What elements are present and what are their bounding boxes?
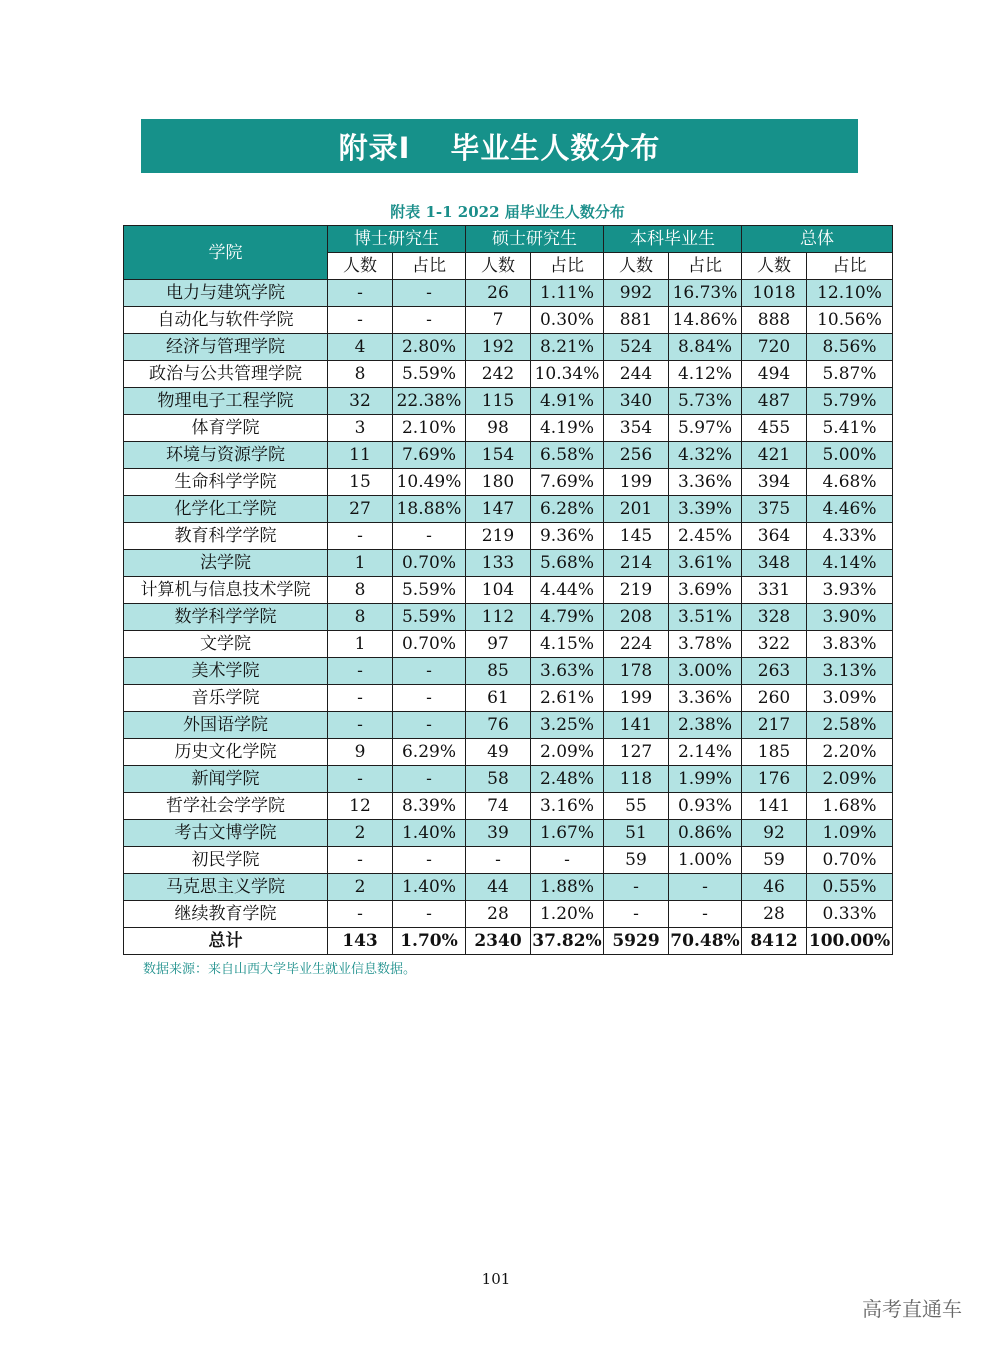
value-cell: 14.86%	[669, 307, 742, 334]
appendix-banner	[141, 119, 858, 173]
table-body	[124, 280, 893, 955]
value-cell: 27	[328, 496, 393, 523]
value-cell: 32	[328, 388, 393, 415]
value-cell: 720	[742, 334, 807, 361]
subheader-cell: 人数	[604, 253, 669, 280]
value-cell: 3.36%	[669, 469, 742, 496]
value-cell: 2.20%	[807, 739, 893, 766]
value-cell: 3.13%	[807, 658, 893, 685]
value-cell: 5.59%	[393, 604, 466, 631]
value-cell: 4	[328, 334, 393, 361]
value-cell: 2.61%	[531, 685, 604, 712]
college-name-cell: 物理电子工程学院	[124, 388, 328, 415]
value-cell: -	[393, 280, 466, 307]
table-row	[124, 874, 893, 901]
college-name-cell: 法学院	[124, 550, 328, 577]
value-cell: 1.09%	[807, 820, 893, 847]
value-cell: 2	[328, 820, 393, 847]
value-cell: 2.38%	[669, 712, 742, 739]
value-cell: 494	[742, 361, 807, 388]
value-cell: -	[393, 523, 466, 550]
table-row	[124, 415, 893, 442]
group-header-master: 硕士研究生	[466, 226, 604, 253]
college-name-cell: 马克思主义学院	[124, 874, 328, 901]
value-cell: 1.20%	[531, 901, 604, 928]
value-cell: -	[604, 901, 669, 928]
value-cell: -	[669, 874, 742, 901]
value-cell: 2.14%	[669, 739, 742, 766]
value-cell: 3.51%	[669, 604, 742, 631]
value-cell: 3.16%	[531, 793, 604, 820]
value-cell: -	[328, 523, 393, 550]
value-cell: 141	[604, 712, 669, 739]
value-cell: 2.80%	[393, 334, 466, 361]
value-cell: 219	[604, 577, 669, 604]
value-cell: 1.40%	[393, 874, 466, 901]
college-name-cell: 经济与管理学院	[124, 334, 328, 361]
value-cell: 1.68%	[807, 793, 893, 820]
page-number: 101	[481, 1270, 511, 1288]
table-row	[124, 496, 893, 523]
college-name-cell: 音乐学院	[124, 685, 328, 712]
value-cell: 5.79%	[807, 388, 893, 415]
value-cell: 46	[742, 874, 807, 901]
value-cell: 0.33%	[807, 901, 893, 928]
table-row	[124, 442, 893, 469]
value-cell: 244	[604, 361, 669, 388]
value-cell: 49	[466, 739, 531, 766]
value-cell: 10.49%	[393, 469, 466, 496]
table-row	[124, 307, 893, 334]
value-cell: 98	[466, 415, 531, 442]
college-name-cell: 政治与公共管理学院	[124, 361, 328, 388]
value-cell: 328	[742, 604, 807, 631]
value-cell: 16.73%	[669, 280, 742, 307]
value-cell: 4.14%	[807, 550, 893, 577]
value-cell: 256	[604, 442, 669, 469]
value-cell: 0.86%	[669, 820, 742, 847]
college-name-cell: 自动化与软件学院	[124, 307, 328, 334]
value-cell: 118	[604, 766, 669, 793]
value-cell: -	[393, 685, 466, 712]
value-cell: 92	[742, 820, 807, 847]
value-cell: 0.70%	[393, 631, 466, 658]
table-row	[124, 550, 893, 577]
value-cell: 18.88%	[393, 496, 466, 523]
value-cell: 5.59%	[393, 577, 466, 604]
value-cell: 11	[328, 442, 393, 469]
value-cell: -	[531, 847, 604, 874]
value-cell: 8.84%	[669, 334, 742, 361]
value-cell: 5.00%	[807, 442, 893, 469]
value-cell: 208	[604, 604, 669, 631]
value-cell: 176	[742, 766, 807, 793]
value-cell: 4.44%	[531, 577, 604, 604]
college-name-cell: 美术学院	[124, 658, 328, 685]
value-cell: -	[393, 712, 466, 739]
value-cell: 6.58%	[531, 442, 604, 469]
value-cell: 1.11%	[531, 280, 604, 307]
value-cell: 8.56%	[807, 334, 893, 361]
value-cell: 1.99%	[669, 766, 742, 793]
value-cell: 39	[466, 820, 531, 847]
value-cell: 7.69%	[531, 469, 604, 496]
value-cell: 6.29%	[393, 739, 466, 766]
value-cell: 10.34%	[531, 361, 604, 388]
total-value-cell: 8412	[742, 928, 807, 955]
college-name-cell: 化学化工学院	[124, 496, 328, 523]
value-cell: 224	[604, 631, 669, 658]
value-cell: 4.19%	[531, 415, 604, 442]
value-cell: 3.83%	[807, 631, 893, 658]
value-cell: 5.59%	[393, 361, 466, 388]
value-cell: 0.30%	[531, 307, 604, 334]
value-cell: 455	[742, 415, 807, 442]
table-row	[124, 280, 893, 307]
value-cell: 6.28%	[531, 496, 604, 523]
value-cell: 133	[466, 550, 531, 577]
value-cell: 4.68%	[807, 469, 893, 496]
college-name-cell: 电力与建筑学院	[124, 280, 328, 307]
college-name-cell: 数学科学学院	[124, 604, 328, 631]
value-cell: 4.33%	[807, 523, 893, 550]
table-row	[124, 388, 893, 415]
value-cell: 199	[604, 469, 669, 496]
value-cell: 8.39%	[393, 793, 466, 820]
value-cell: 141	[742, 793, 807, 820]
table-row	[124, 766, 893, 793]
value-cell: 199	[604, 685, 669, 712]
value-cell: 1	[328, 550, 393, 577]
value-cell: 8	[328, 577, 393, 604]
value-cell: 214	[604, 550, 669, 577]
value-cell: -	[669, 901, 742, 928]
total-value-cell: 143	[328, 928, 393, 955]
group-header-doctoral: 博士研究生	[328, 226, 466, 253]
banner-title: 毕业生人数分布	[450, 130, 661, 165]
value-cell: 9	[328, 739, 393, 766]
college-name-cell: 历史文化学院	[124, 739, 328, 766]
value-cell: 147	[466, 496, 531, 523]
total-value-cell: 5929	[604, 928, 669, 955]
subheader-cell: 占比	[669, 253, 742, 280]
value-cell: 0.93%	[669, 793, 742, 820]
table-row	[124, 361, 893, 388]
value-cell: 44	[466, 874, 531, 901]
value-cell: 5.41%	[807, 415, 893, 442]
group-header-overall: 总体	[742, 226, 893, 253]
value-cell: 1.00%	[669, 847, 742, 874]
value-cell: 5.68%	[531, 550, 604, 577]
value-cell: 185	[742, 739, 807, 766]
value-cell: 26	[466, 280, 531, 307]
value-cell: 3.39%	[669, 496, 742, 523]
table-row	[124, 604, 893, 631]
college-name-cell: 文学院	[124, 631, 328, 658]
value-cell: 8	[328, 604, 393, 631]
value-cell: 51	[604, 820, 669, 847]
value-cell: -	[466, 847, 531, 874]
value-cell: 5.73%	[669, 388, 742, 415]
table-row	[124, 523, 893, 550]
value-cell: 76	[466, 712, 531, 739]
value-cell: 4.12%	[669, 361, 742, 388]
value-cell: 201	[604, 496, 669, 523]
college-name-cell: 继续教育学院	[124, 901, 328, 928]
value-cell: -	[393, 658, 466, 685]
value-cell: 340	[604, 388, 669, 415]
group-header-bachelor: 本科毕业生	[604, 226, 742, 253]
subheader-cell: 占比	[807, 253, 893, 280]
value-cell: 348	[742, 550, 807, 577]
value-cell: 8	[328, 361, 393, 388]
subheader-cell: 占比	[393, 253, 466, 280]
value-cell: 12	[328, 793, 393, 820]
value-cell: 4.79%	[531, 604, 604, 631]
value-cell: 2.10%	[393, 415, 466, 442]
watermark-text: 高考直通车	[862, 1297, 962, 1321]
value-cell: 9.36%	[531, 523, 604, 550]
value-cell: 1.88%	[531, 874, 604, 901]
value-cell: 58	[466, 766, 531, 793]
value-cell: 219	[466, 523, 531, 550]
table-row	[124, 793, 893, 820]
value-cell: 154	[466, 442, 531, 469]
value-cell: 2.09%	[531, 739, 604, 766]
value-cell: 61	[466, 685, 531, 712]
value-cell: -	[393, 847, 466, 874]
value-cell: 3.09%	[807, 685, 893, 712]
college-header: 学院	[124, 226, 328, 280]
value-cell: 104	[466, 577, 531, 604]
value-cell: 354	[604, 415, 669, 442]
value-cell: 55	[604, 793, 669, 820]
value-cell: 97	[466, 631, 531, 658]
value-cell: -	[328, 658, 393, 685]
value-cell: 7	[466, 307, 531, 334]
value-cell: 145	[604, 523, 669, 550]
value-cell: 3.69%	[669, 577, 742, 604]
value-cell: 28	[742, 901, 807, 928]
value-cell: 192	[466, 334, 531, 361]
value-cell: 331	[742, 577, 807, 604]
subheader-cell: 人数	[328, 253, 393, 280]
value-cell: 242	[466, 361, 531, 388]
value-cell: -	[328, 685, 393, 712]
total-value-cell: 37.82%	[531, 928, 604, 955]
table-row	[124, 469, 893, 496]
table-row	[124, 631, 893, 658]
value-cell: 3.78%	[669, 631, 742, 658]
value-cell: 3.36%	[669, 685, 742, 712]
value-cell: 3.61%	[669, 550, 742, 577]
college-name-cell: 教育科学学院	[124, 523, 328, 550]
college-name-cell: 体育学院	[124, 415, 328, 442]
total-value-cell: 1.70%	[393, 928, 466, 955]
college-name-cell: 初民学院	[124, 847, 328, 874]
value-cell: -	[328, 847, 393, 874]
value-cell: 487	[742, 388, 807, 415]
value-cell: 2.58%	[807, 712, 893, 739]
table-row	[124, 685, 893, 712]
value-cell: -	[393, 766, 466, 793]
value-cell: 3	[328, 415, 393, 442]
table-row	[124, 847, 893, 874]
value-cell: 22.38%	[393, 388, 466, 415]
college-name-cell: 考古文博学院	[124, 820, 328, 847]
value-cell: 2	[328, 874, 393, 901]
value-cell: 1.67%	[531, 820, 604, 847]
value-cell: 0.70%	[393, 550, 466, 577]
value-cell: 59	[604, 847, 669, 874]
total-label-cell: 总计	[124, 928, 328, 955]
subheader-cell: 人数	[466, 253, 531, 280]
value-cell: 888	[742, 307, 807, 334]
value-cell: 5.97%	[669, 415, 742, 442]
table-row	[124, 658, 893, 685]
value-cell: -	[328, 901, 393, 928]
value-cell: 0.55%	[807, 874, 893, 901]
value-cell: 2.48%	[531, 766, 604, 793]
value-cell: 881	[604, 307, 669, 334]
college-name-cell: 计算机与信息技术学院	[124, 577, 328, 604]
value-cell: 4.32%	[669, 442, 742, 469]
value-cell: 394	[742, 469, 807, 496]
value-cell: 4.91%	[531, 388, 604, 415]
banner-label: 附录Ⅰ	[338, 130, 411, 165]
value-cell: 2.45%	[669, 523, 742, 550]
total-value-cell: 70.48%	[669, 928, 742, 955]
value-cell: 3.63%	[531, 658, 604, 685]
value-cell: -	[604, 874, 669, 901]
college-name-cell: 外国语学院	[124, 712, 328, 739]
value-cell: 8.21%	[531, 334, 604, 361]
table-row	[124, 334, 893, 361]
value-cell: 28	[466, 901, 531, 928]
value-cell: 364	[742, 523, 807, 550]
table-row	[124, 712, 893, 739]
value-cell: 15	[328, 469, 393, 496]
value-cell: 115	[466, 388, 531, 415]
subheader-cell: 人数	[742, 253, 807, 280]
value-cell: 4.46%	[807, 496, 893, 523]
table-row	[124, 577, 893, 604]
value-cell: 217	[742, 712, 807, 739]
total-value-cell: 100.00%	[807, 928, 893, 955]
source-note: 数据来源：来自山西大学毕业生就业信息数据。	[143, 962, 417, 977]
graduates-table	[123, 225, 893, 955]
total-row	[124, 928, 893, 955]
value-cell: 421	[742, 442, 807, 469]
college-name-cell: 新闻学院	[124, 766, 328, 793]
value-cell: 3.00%	[669, 658, 742, 685]
value-cell: 1018	[742, 280, 807, 307]
value-cell: 0.70%	[807, 847, 893, 874]
value-cell: 12.10%	[807, 280, 893, 307]
value-cell: 5.87%	[807, 361, 893, 388]
value-cell: 322	[742, 631, 807, 658]
value-cell: 375	[742, 496, 807, 523]
value-cell: -	[393, 307, 466, 334]
value-cell: 112	[466, 604, 531, 631]
value-cell: 59	[742, 847, 807, 874]
table-row	[124, 739, 893, 766]
table-row	[124, 901, 893, 928]
total-value-cell: 2340	[466, 928, 531, 955]
value-cell: 180	[466, 469, 531, 496]
value-cell: 4.15%	[531, 631, 604, 658]
value-cell: 3.25%	[531, 712, 604, 739]
table-caption: 附表 1-1 2022 届毕业生人数分布	[390, 203, 625, 221]
value-cell: 7.69%	[393, 442, 466, 469]
value-cell: -	[328, 280, 393, 307]
table-row	[124, 820, 893, 847]
subheader-cell: 占比	[531, 253, 604, 280]
value-cell: 260	[742, 685, 807, 712]
value-cell: 263	[742, 658, 807, 685]
value-cell: 178	[604, 658, 669, 685]
value-cell: 85	[466, 658, 531, 685]
value-cell: 2.09%	[807, 766, 893, 793]
college-name-cell: 环境与资源学院	[124, 442, 328, 469]
college-name-cell: 生命科学学院	[124, 469, 328, 496]
value-cell: 992	[604, 280, 669, 307]
value-cell: -	[393, 901, 466, 928]
value-cell: 10.56%	[807, 307, 893, 334]
value-cell: 74	[466, 793, 531, 820]
value-cell: -	[328, 307, 393, 334]
value-cell: -	[328, 712, 393, 739]
college-name-cell: 哲学社会学学院	[124, 793, 328, 820]
value-cell: 127	[604, 739, 669, 766]
value-cell: 524	[604, 334, 669, 361]
value-cell: 3.90%	[807, 604, 893, 631]
value-cell: 3.93%	[807, 577, 893, 604]
value-cell: 1	[328, 631, 393, 658]
value-cell: -	[328, 766, 393, 793]
value-cell: 1.40%	[393, 820, 466, 847]
